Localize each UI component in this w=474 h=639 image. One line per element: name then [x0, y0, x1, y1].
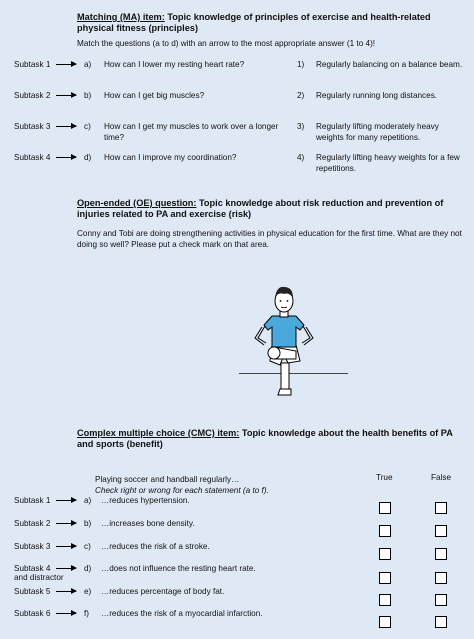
cmc-statement: …reduces percentage of body fat. [101, 587, 225, 596]
oe-title-label: Open-ended (OE) question: [77, 198, 197, 208]
ma-question: How can I get my muscles to work over a longer time? [104, 122, 279, 142]
cmc-letter: d) [84, 564, 92, 573]
true-checkbox[interactable] [379, 594, 391, 606]
ma-answer-number: 4) [297, 153, 305, 162]
cmc-statement: …increases bone density. [101, 519, 195, 528]
false-checkbox[interactable] [435, 572, 447, 584]
cmc-subtask-label: Subtask 1 [14, 496, 51, 505]
cmc-subtask-note: and distractor [14, 573, 64, 582]
false-checkbox[interactable] [435, 525, 447, 537]
ma-subtask-label: Subtask 3 [14, 122, 51, 131]
ma-title [77, 12, 467, 34]
cmc-subtask-label: Subtask 4 [14, 564, 51, 573]
oe-title-topic: Topic knowledge about risk reduction and prevention of injuries related to PA and exercise (risk) [77, 198, 444, 219]
cmc-statement: …does not influence the resting heart rate. [101, 564, 256, 573]
cmc-letter: a) [84, 496, 92, 505]
true-checkbox[interactable] [379, 525, 391, 537]
ma-answer: Regularly balancing on a balance beam. [316, 60, 463, 69]
ma-letter: b) [84, 91, 92, 100]
ma-question: How can I get big muscles? [104, 91, 205, 100]
ma-letter: d) [84, 153, 92, 162]
cmc-subtask-label: Subtask 2 [14, 519, 51, 528]
true-checkbox[interactable] [379, 502, 391, 514]
true-checkbox[interactable] [379, 616, 391, 628]
ma-answer: Regularly lifting moderately heavy weights for many repetitions. [316, 122, 439, 142]
ma-instruction: Match the questions (a to d) with an arrow to the most appropriate answer (1 to 4)! [77, 39, 376, 48]
ma-title-label: Matching (MA) item: [77, 12, 165, 22]
ma-answer-number: 3) [297, 122, 305, 131]
arrow-icon [56, 95, 76, 96]
arrow-icon [56, 157, 76, 158]
ma-title-topic: Topic knowledge of principles of exercise and health-related physical fitness (principles) [77, 12, 431, 33]
ma-answer-number: 2) [297, 91, 305, 100]
arrow-icon [56, 500, 76, 501]
ma-letter: c) [84, 122, 91, 131]
cmc-letter: f) [84, 609, 90, 618]
cmc-subtask-label: Subtask 6 [14, 609, 51, 618]
oe-title [77, 198, 467, 220]
false-column-header: False [431, 473, 452, 482]
cmc-letter: c) [84, 542, 91, 551]
cmc-intro: Playing soccer and handball regularly… [95, 475, 240, 484]
cmc-statement: …reduces the risk of a myocardial infarction. [101, 609, 263, 618]
true-checkbox[interactable] [379, 548, 391, 560]
ma-question: How can I lower my resting heart rate? [104, 60, 245, 69]
arrow-icon [56, 591, 76, 592]
cmc-title-label: Complex multiple choice (CMC) item: [77, 428, 240, 438]
cmc-statement: …reduces the risk of a stroke. [101, 542, 210, 551]
oe-text: Conny and Tobi are doing strengthening activities in physical education for the first time. What are they not doing so well? Please put a check mark on that area. [77, 229, 462, 249]
arrow-icon [56, 126, 76, 127]
ma-letter: a) [84, 60, 92, 69]
ma-subtask-label: Subtask 4 [14, 153, 51, 162]
exercising-person-illustration[interactable] [250, 283, 330, 401]
arrow-icon [56, 523, 76, 524]
ma-subtask-label: Subtask 1 [14, 60, 51, 69]
arrow-icon [56, 64, 76, 65]
true-column-header: True [376, 473, 393, 482]
true-checkbox[interactable] [379, 572, 391, 584]
cmc-title-topic: Topic knowledge about the health benefits of PA and sports (benefit) [77, 428, 453, 449]
ma-answer: Regularly lifting heavy weights for a few repetitions. [316, 153, 460, 173]
cmc-subtask-label: Subtask 5 [14, 587, 51, 596]
cmc-instruction: Check right or wrong for each statement (a to f). [95, 486, 269, 495]
false-checkbox[interactable] [435, 594, 447, 606]
false-checkbox[interactable] [435, 548, 447, 560]
arrow-icon [56, 613, 76, 614]
arrow-icon [56, 568, 76, 569]
false-checkbox[interactable] [435, 616, 447, 628]
false-checkbox[interactable] [435, 502, 447, 514]
cmc-letter: e) [84, 587, 92, 596]
cmc-title [77, 428, 467, 450]
ma-answer: Regularly running long distances. [316, 91, 438, 100]
ma-answer-number: 1) [297, 60, 305, 69]
cmc-letter: b) [84, 519, 92, 528]
ma-subtask-label: Subtask 2 [14, 91, 51, 100]
cmc-subtask-label: Subtask 3 [14, 542, 51, 551]
cmc-statement: …reduces hypertension. [101, 496, 190, 505]
ma-question: How can I improve my coordination? [104, 153, 237, 162]
arrow-icon [56, 546, 76, 547]
